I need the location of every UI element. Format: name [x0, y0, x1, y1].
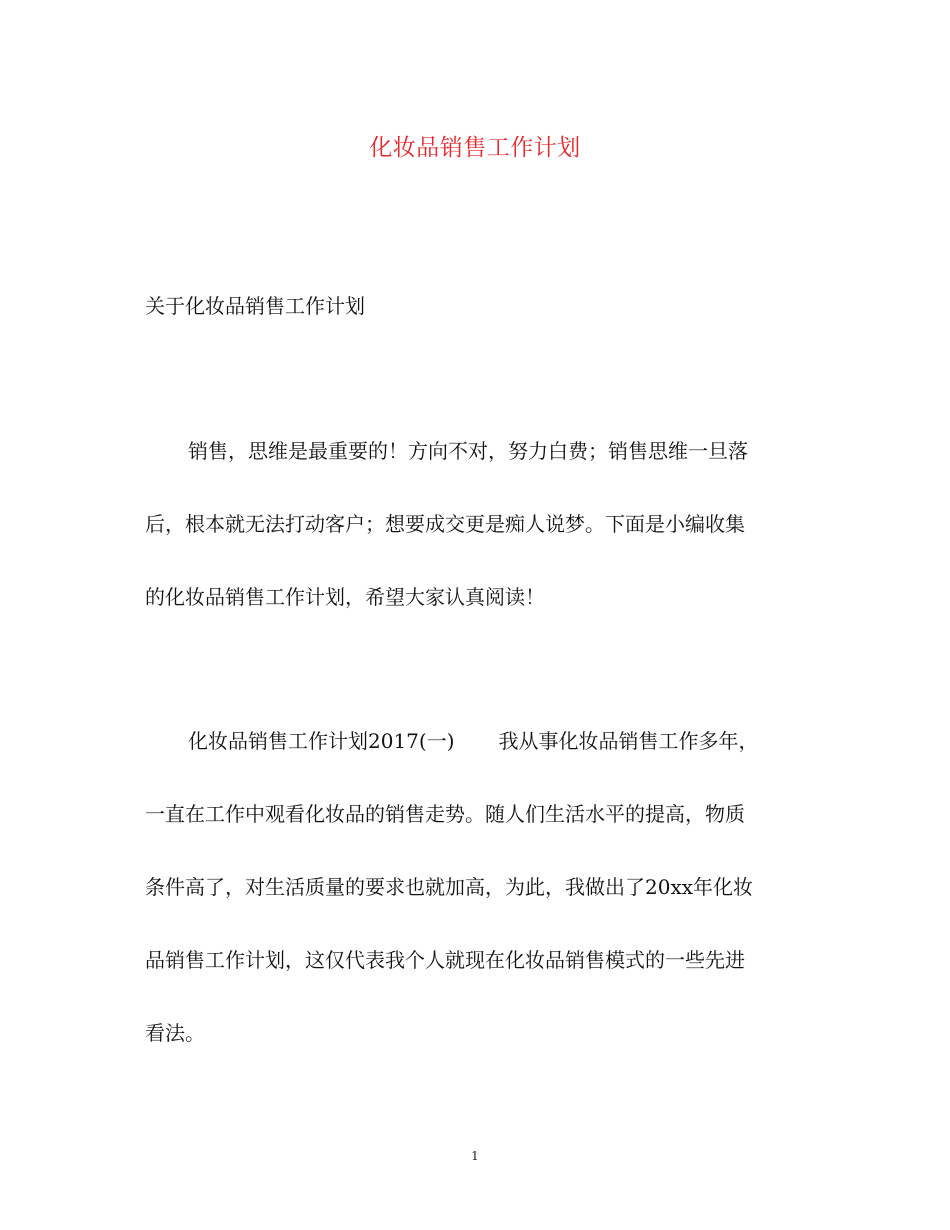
intro-paragraph: [145, 433, 810, 652]
paragraph-line-text: 我从事化妆品销售工作多年，: [498, 729, 759, 753]
plan-section-heading: 化妆品销售工作计划2017(一): [188, 729, 455, 753]
paragraph-line: 看法。: [145, 1021, 205, 1045]
document-subheading: 关于化妆品销售工作计划: [145, 294, 365, 318]
paragraph-line: 后，根本就无法打动客户；想要成交更是痴人说梦。下面是小编收集: [145, 512, 745, 536]
paragraph-line: 品销售工作计划，这仅代表我个人就现在化妆品销售模式的一些先进: [145, 948, 745, 972]
paragraph-line: 条件高了，对生活质量的要求也就加高，为此，我做出了20xx年化妆: [145, 875, 754, 899]
paragraph-line: 销售，思维是最重要的！方向不对，努力白费；销售思维一旦落: [188, 439, 748, 463]
paragraph-line: 的化妆品销售工作计划，希望大家认真阅读！: [145, 585, 545, 609]
document-title: 化妆品销售工作计划: [369, 135, 581, 161]
paragraph-line: 一直在工作中观看化妆品的销售走势。随人们生活水平的提高，物质: [145, 802, 745, 826]
page-number: 1: [471, 1149, 479, 1163]
paragraph-line: [145, 723, 810, 796]
plan-paragraph: [145, 723, 810, 1088]
